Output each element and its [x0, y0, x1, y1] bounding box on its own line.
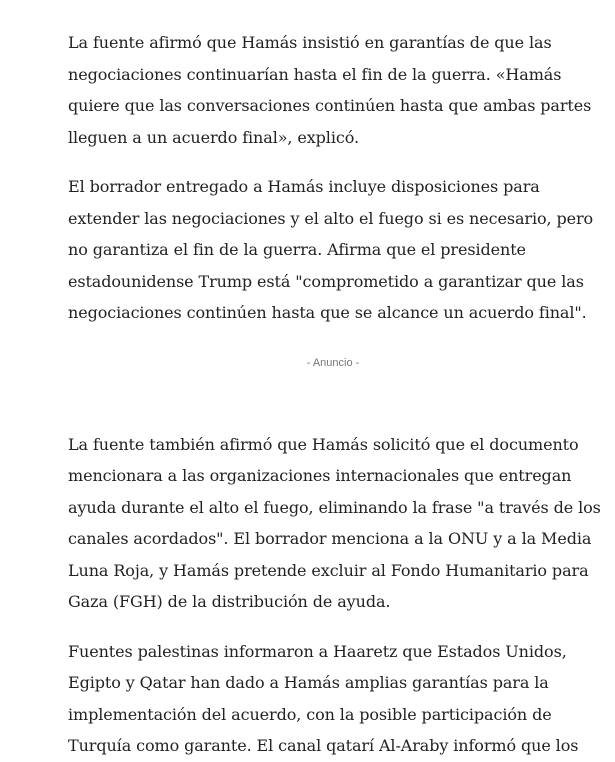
- paragraph-palestinian-sources: [68, 636, 598, 762]
- text-line: El borrador entregado a Hamás incluye disposiciones para: [68, 177, 540, 196]
- article-body: [68, 27, 601, 762]
- text-line: Fuentes palestinas informaron a Haaretz que Estados Unidos,: [68, 641, 567, 661]
- text-line: implementación del acuerdo, con la posible participación de: [68, 704, 552, 724]
- paragraph-hamas-guarantees: [68, 27, 598, 153]
- text-line: negociaciones continúen hasta que se alcance un acuerdo final".: [68, 303, 587, 322]
- text-line: La fuente también afirmó que Hamás solicitó que el documento: [68, 434, 579, 454]
- paragraph-draft-provisions: [68, 171, 598, 329]
- text-line: no garantiza el fin de la guerra. Afirma que el presidente: [68, 240, 526, 259]
- advertisement-label: - Anuncio -: [306, 356, 360, 369]
- text-line: quiere que las conversaciones continúen hasta que ambas partes: [68, 96, 592, 115]
- text-line: lleguen a un acuerdo final», explicó.: [68, 127, 359, 147]
- text-line: Luna Roja, y Hamás pretende excluir al Fondo Humanitario para: [68, 560, 589, 580]
- text-line: La fuente afirmó que Hamás insistió en garantías de que las: [68, 33, 552, 52]
- paragraph-aid-organizations: [68, 429, 601, 618]
- text-line: extender las negociaciones y el alto el fuego si es necesario, pero: [68, 208, 594, 228]
- advertisement-slot: [68, 371, 598, 429]
- text-line: Turquía como garante. El canal qatarí Al-Araby informó que los: [68, 736, 579, 755]
- text-line: Gaza (FGH) de la distribución de ayuda.: [68, 592, 391, 611]
- text-line: estadounidense Trump está "comprometido a garantizar que las: [68, 271, 584, 291]
- text-line: canales acordados". El borrador menciona a la ONU y a la Media: [68, 529, 592, 548]
- text-line: mencionara a las organizaciones internacionales que entregan: [68, 466, 572, 485]
- text-line: negociaciones continuarían hasta el fin de la guerra. «Hamás: [68, 64, 562, 84]
- text-line: Egipto y Qatar han dado a Hamás amplias garantías para la: [68, 673, 549, 692]
- text-line: ayuda durante el alto el fuego, eliminando la frase "a través de los: [68, 497, 601, 517]
